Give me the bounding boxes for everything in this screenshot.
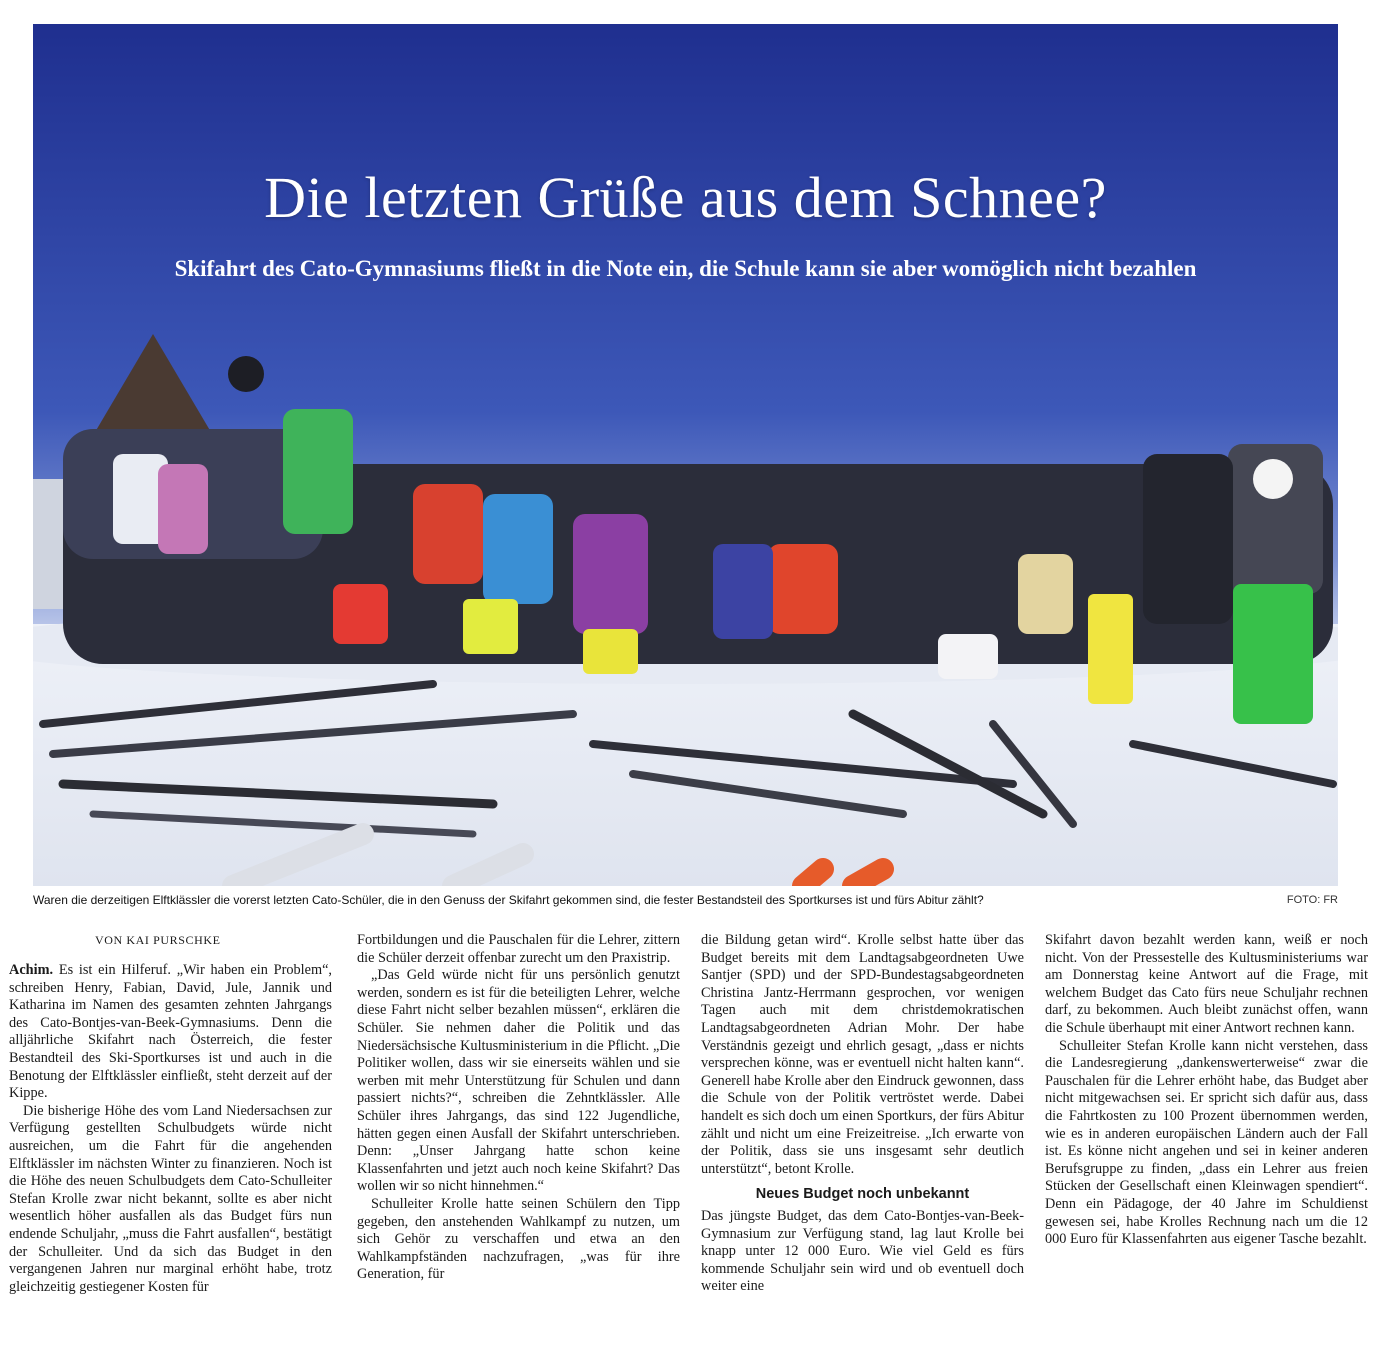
paragraph: Die bisherige Höhe des vom Land Niedersachsen zur Verfügung gestellten Schulbudgets würde nicht ausreichen, um die Fahrt für die angehenden Elftklässler im nächsten Winter zu finanzieren. Noch ist die Höhe des neuen Schulbudgets dem Cato-Schulleiter Stefan Krolle zwar nicht bekannt, sollte es aber nicht wesentlich höher ausfallen als das Budget fürs nun endende Schuljahr, „muss die Fahrt ausfallen“, bestätigt der Schulleiter. Und da sich das Budget in den vergangenen Jahren nur marginal erhöht habe, trotz gleichzeitig gestiegener Kosten für — [9, 1102, 332, 1295]
article-column-3 — [701, 932, 1024, 1296]
article-column-4 — [1045, 932, 1368, 1249]
byline: VON KAI PURSCHKE — [95, 933, 221, 947]
dateline: Achim. — [9, 962, 54, 978]
paragraph: Fortbildungen und die Pauschalen für die Lehrer, zittern die Schüler derzeit offenbar zurecht um den Praxistrip. — [357, 932, 680, 966]
paragraph: Das jüngste Budget, das dem Cato-Bontjes-van-Beek-Gymnasium zur Verfügung stand, lag laut Krolle bei knapp unter 12 000 Euro. Wie viel Geld es fürs kommende Schuljahr sein wird und ob eventuell doch weiter eine — [701, 1207, 1024, 1295]
group-photo-skiers-in-snow — [33, 24, 1338, 886]
article-column-2 — [357, 932, 680, 1284]
paragraph: die Bildung getan wird“. Krolle selbst hatte über das Budget bereits mit dem Landtagsabgeordneten Uwe Santjer (SPD) und der SPD-Bundestagsabgeordneten Christina Jantz-Herrmann gesprochen, vor wenigen Tagen auch mit dem christdemokratischen Landtagsabgeordneten Adrian Mohr. Der habe Verständnis gezeigt und ehrlich gesagt, „dass er nichts versprechen könne, was er eventuell nicht halten kann“. Generell habe Krolle aber den Eindruck gewonnen, dass die Schule von der Politik vertröstet werde. Dabei handelt es sich doch um einen Sportkurs, der fürs Abitur zählt und nicht um eine Freizeitreise. „Ich erwarte von der Politik, dass sie uns insgesamt sehr deutlich unterstützt“, betont Krolle. — [701, 932, 1024, 1177]
photo-caption: Waren die derzeitigen Elftklässler die vorerst letzten Cato-Schüler, die in den Genuss der Skifahrt gekommen sind, die fester Bestandsteil des Sportkurses ist und fürs Abitur zählt? — [33, 893, 984, 907]
paragraph: Schulleiter Krolle hatte seinen Schülern den Tipp gegeben, den anstehenden Wahlkampf zu nutzen, um sich Gehör zu verschaffen und etwa an den Wahlkampfständen nachzufragen, „was für ihre Generation, für — [357, 1195, 680, 1283]
photo-illustration — [33, 24, 1338, 886]
paragraph: „Das Geld würde nicht für uns persönlich genutzt werden, sondern es ist für die beteiligten Lehrer, welche diese Fahrt nicht selber bezahlen müssen“, erklären die Schüler. Sie nehmen daher die Politik und das Niedersächsische Kultusministerium in die Pflicht. „Die Politiker wollen, dass wir sie einerseits wählen und sie werben mit mehr Unterstützung für Schulen und dann passiert nichts?“, schreiben die Zehntklässler. Alle Schüler ihres Jahrgangs, das sind 122 Jugendliche, hätten gegen einen Ausfall der Skifahrt unterschrieben. Denn: „Unser Jahrgang hatte schon keine Klassenfahrten und jetzt auch noch keine Skifahrt? Das wollen wir so nicht hinnehmen.“ — [357, 967, 680, 1195]
photo-credit: FOTO: FR — [1286, 894, 1338, 906]
paragraph — [9, 962, 332, 1103]
headline: Die letzten Grüße aus dem Schnee? — [264, 165, 1107, 230]
article-column-1 — [9, 962, 332, 1296]
paragraph-text: Es ist ein Hilferuf. „Wir haben ein Problem“, schreiben Henry, Fabian, David, Jule, Jannik und Katharina im Namen des gesamten zehnten Jahrgangs des Cato-Bontjes-van-Beek-Gymnasiums. Denn die alljährliche Skifahrt nach Österreich, die fester Bestandteil des Ski-Sportkurses ist und auch in die Benotung der Elftklässler einfließt, steht derzeit auf der Kippe. — [9, 962, 332, 1102]
paragraph: Schulleiter Stefan Krolle kann nicht verstehen, dass die Landesregierung „dankenswerterweise“ zwar die Pauschalen für die Lehrer erhöht habe, das Budget aber nicht mitgewachsen sei. Er spricht sich dafür aus, dass die Fahrtkosten zu 100 Prozent übernommen werden, wie es in anderen europäischen Ländern auch der Fall ist. Es könne nicht angehen und sei in keiner anderen Berufsgruppe zu finden, „dass ein Lehrer aus freien Stücken der Gesellschaft einen Kleinwagen spendiert“. Denn ein Pädagoge, der 40 Jahre im Schuldienst gewesen sei, habe Krolles Rechnung nach um die 12 000 Euro für Klassenfahrten aus eigener Tasche bezahlt. — [1045, 1037, 1368, 1248]
paragraph: Skifahrt davon bezahlt werden kann, weiß er noch nicht. Von der Pressestelle des Kultusministeriums war am Donnerstag keine Antwort auf die Frage, mit welchem Budget das Cato fürs neue Schuljahr rechnen darf, zu bekommen. Auch bleibt zunächst offen, wann die Schule überhaupt mit einer Antwort rechnen kann. — [1045, 932, 1368, 1036]
section-subheading: Neues Budget noch unbekannt — [755, 1186, 970, 1203]
subheadline: Skifahrt des Cato-Gymnasiums fließt in die Note ein, die Schule kann sie aber womöglich nicht bezahlen — [174, 256, 1197, 281]
